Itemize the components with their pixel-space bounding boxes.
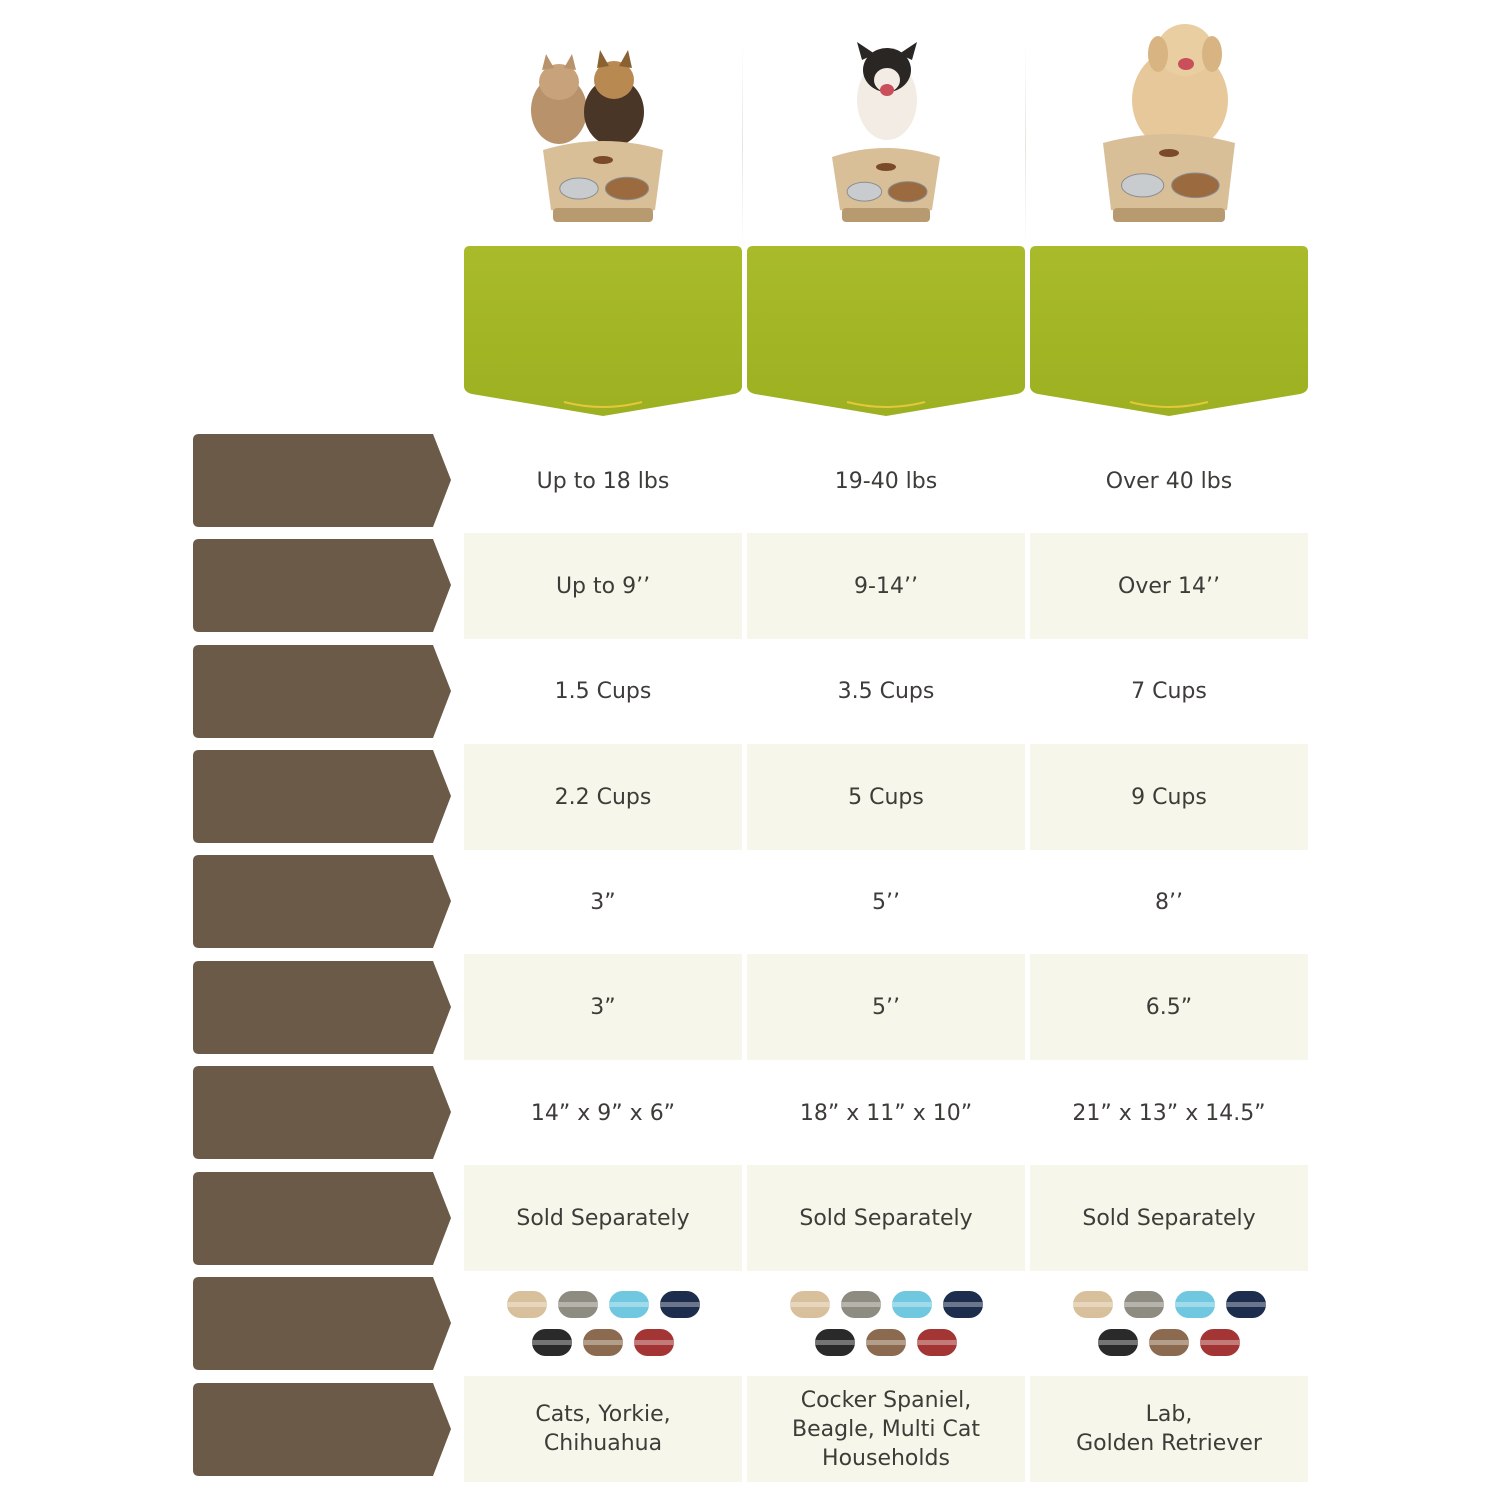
cell-water-bowl-medium (747, 744, 1025, 850)
cell-pet-weight-large (1030, 428, 1308, 534)
color-swatches (786, 1291, 986, 1356)
row-label-example-breeds (193, 1383, 453, 1476)
cell-dimensions-small (464, 1060, 742, 1166)
cat-and-yorkie-with-small-feeder-image (464, 20, 742, 248)
cell-value: 1.5 Cups (554, 678, 652, 704)
row-label-leg-extensions (193, 1172, 453, 1265)
cell-value: 2.2 Cups (554, 784, 652, 810)
product-header-large (1030, 246, 1308, 422)
product-header-small (464, 246, 742, 422)
color-swatch (1200, 1329, 1240, 1356)
cell-value: 9 Cups (1131, 784, 1207, 810)
cell-value: Cats, Yorkie, (535, 1402, 671, 1427)
row-label-pet-weight (193, 434, 453, 527)
cell-value: 19-40 lbs (834, 468, 938, 494)
cell-value: 9-14’’ (854, 573, 918, 599)
cell-value: Up to 18 lbs (536, 468, 670, 494)
cell-value: Sold Separately (1082, 1205, 1256, 1231)
cell-pet-shoulder-medium (747, 533, 1025, 639)
color-swatch (790, 1291, 830, 1318)
cell-value: Beagle, Multi Cat (792, 1416, 980, 1442)
row-label-feeding-height (193, 855, 453, 948)
cell-value: 3” (590, 994, 616, 1020)
cell-leg-extensions-large (1030, 1165, 1308, 1271)
color-swatch (558, 1291, 598, 1318)
cell-value: 5’’ (872, 889, 900, 915)
cell-value: 8’’ (1155, 889, 1183, 915)
cell-water-bowl-large (1030, 744, 1308, 850)
column-divider (1025, 40, 1026, 250)
cell-feeding-height-large (1030, 849, 1308, 955)
cell-value: 3” (590, 889, 616, 915)
cell-pet-weight-small (464, 428, 742, 534)
cell-food-bowl-medium (747, 638, 1025, 744)
cell-pet-shoulder-large (1030, 533, 1308, 639)
color-swatch (583, 1329, 623, 1356)
cell-example-breeds-large (1030, 1376, 1308, 1482)
cell-value: 7 Cups (1131, 678, 1207, 704)
cell-available-colors-small (464, 1270, 742, 1376)
cell-value: 21” x 13” x 14.5” (1072, 1100, 1266, 1126)
color-swatch (609, 1291, 649, 1318)
color-swatch (815, 1329, 855, 1356)
cell-leg-extensions-medium (747, 1165, 1025, 1271)
color-swatch (1098, 1329, 1138, 1356)
cell-value: Cocker Spaniel, (800, 1387, 972, 1413)
cell-value: Households (822, 1445, 950, 1471)
color-swatch (507, 1291, 547, 1318)
cell-value: Over 40 lbs (1105, 468, 1233, 494)
cell-food-bowl-large (1030, 638, 1308, 744)
cell-value: Chihuahua (543, 1431, 663, 1456)
cell-value: Lab, (1145, 1402, 1193, 1427)
cell-splash-guard-medium (747, 954, 1025, 1060)
cell-pet-weight-medium (747, 428, 1025, 534)
color-swatch (532, 1329, 572, 1356)
color-swatch (892, 1291, 932, 1318)
color-swatch (1226, 1291, 1266, 1318)
cell-value: 3.5 Cups (837, 678, 935, 704)
cell-value: Golden Retriever (1076, 1431, 1262, 1456)
color-swatch (1124, 1291, 1164, 1318)
cell-value: Up to 9’’ (555, 573, 651, 599)
cell-example-breeds-small (464, 1376, 742, 1482)
terrier-with-medium-feeder-image (747, 20, 1025, 248)
cell-value: Sold Separately (516, 1205, 690, 1231)
cell-value: 6.5” (1145, 994, 1193, 1020)
cell-pet-shoulder-small (464, 533, 742, 639)
column-divider (742, 40, 743, 250)
cell-splash-guard-small (464, 954, 742, 1060)
cell-value: 5 Cups (848, 784, 924, 810)
color-swatch (1149, 1329, 1189, 1356)
row-label-pet-shoulder (193, 539, 453, 632)
cell-splash-guard-large (1030, 954, 1308, 1060)
row-label-dimensions (193, 1066, 453, 1159)
cell-value: 14” x 9” x 6” (530, 1100, 676, 1126)
row-label-available-colors (193, 1277, 453, 1370)
cell-value: 5’’ (872, 994, 900, 1020)
cell-available-colors-large (1030, 1270, 1308, 1376)
color-swatch (943, 1291, 983, 1318)
cell-example-breeds-medium (747, 1376, 1025, 1482)
color-swatches (1069, 1291, 1269, 1356)
color-swatches (503, 1291, 703, 1356)
cell-feeding-height-medium (747, 849, 1025, 955)
color-swatch (660, 1291, 700, 1318)
cell-food-bowl-small (464, 638, 742, 744)
color-swatch (841, 1291, 881, 1318)
row-label-water-bowl (193, 750, 453, 843)
row-label-food-bowl (193, 645, 453, 738)
cell-value: Sold Separately (799, 1205, 973, 1231)
color-swatch (634, 1329, 674, 1356)
color-swatch (917, 1329, 957, 1356)
cell-value: 18” x 11” x 10” (799, 1100, 973, 1126)
cell-water-bowl-small (464, 744, 742, 850)
cell-value: Over 14’’ (1118, 573, 1220, 599)
cell-dimensions-medium (747, 1060, 1025, 1166)
cell-dimensions-large (1030, 1060, 1308, 1166)
color-swatch (1175, 1291, 1215, 1318)
cell-available-colors-medium (747, 1270, 1025, 1376)
cell-leg-extensions-small (464, 1165, 742, 1271)
cell-feeding-height-small (464, 849, 742, 955)
color-swatch (1073, 1291, 1113, 1318)
row-label-splash-guard (193, 961, 453, 1054)
labrador-with-large-feeder-image (1030, 20, 1308, 248)
color-swatch (866, 1329, 906, 1356)
product-header-medium (747, 246, 1025, 422)
